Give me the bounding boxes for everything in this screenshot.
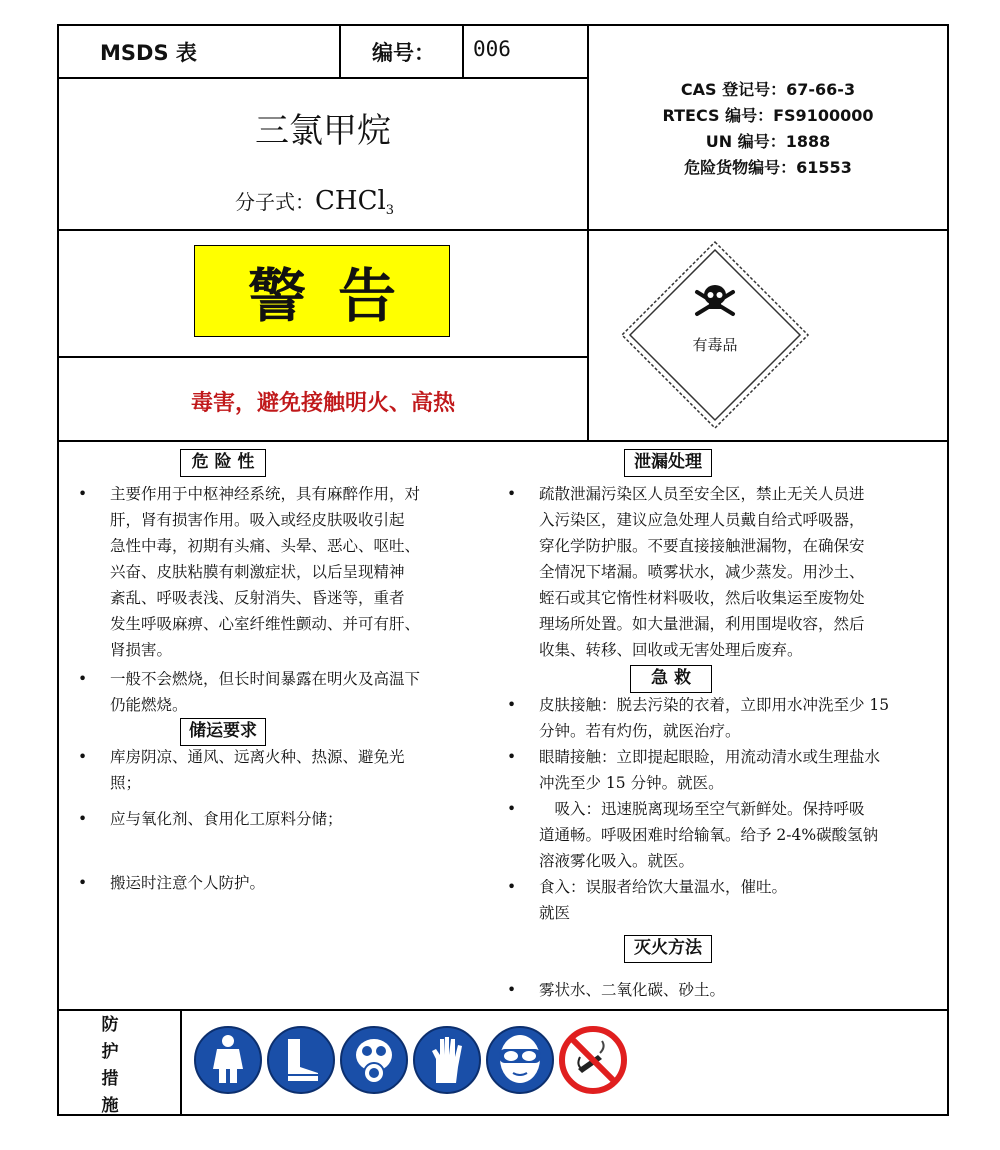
rtecs-number: RTECS 编号：FS9100000 xyxy=(662,106,874,125)
un-number: UN 编号：1888 xyxy=(705,132,831,151)
spill-list xyxy=(497,481,947,663)
number-label: 编号： xyxy=(372,41,435,65)
protective-gloves-icon xyxy=(412,1025,482,1095)
cas-number: CAS 登记号：67-66-3 xyxy=(680,80,856,99)
signal-word: 警告 xyxy=(247,262,428,330)
divider xyxy=(339,24,341,78)
list-item: • 搬运时注意个人防护。 xyxy=(78,874,266,892)
divider xyxy=(180,1009,182,1116)
list-item: • 疏散泄漏污染区人员至安全区，禁止无关人员进 入污染区，建议应急处理人员戴自给式呼吸器， 穿化学防护服。不要直接接触泄漏物，在确保安 全情况下堵漏。喷雾状水，减少蒸发。用沙土、 蛭石或其它惰性材料吸收，然后收集运至废物处 理场所处置。如大量泄漏，利用围堤收容，然后 收集、转移、回收或无害处理后废弃。 xyxy=(507,485,865,659)
list-item: • 一般不会燃烧，但长时间暴露在明火及高温下 仍能燃烧。 xyxy=(78,670,421,714)
signal-word-box xyxy=(194,245,450,337)
section-heading-spill: 泄漏处理 xyxy=(624,449,712,477)
safety-boots-icon xyxy=(266,1025,336,1095)
protective-suit-icon xyxy=(193,1025,263,1095)
divider xyxy=(57,1009,949,1011)
section-heading-firefighting: 灭火方法 xyxy=(624,935,712,963)
list-item: • 眼睛接触：立即提起眼睑，用流动清水或生理盐水 冲洗至少 15 分钟。就医。 xyxy=(507,748,881,792)
toxic-label: 有毒品 xyxy=(692,336,738,354)
form-label: MSDS 表 xyxy=(100,41,197,65)
divider xyxy=(462,24,464,78)
section-heading-first-aid: 急 救 xyxy=(630,665,712,693)
storage-list xyxy=(68,744,488,896)
firefighting-list xyxy=(497,977,947,1003)
toxic-hazard-diamond xyxy=(620,240,810,430)
skull-crossbones-icon xyxy=(697,285,733,314)
no-smoking-icon xyxy=(558,1025,628,1095)
list-item: • 食入：误服者给饮大量温水，催吐。 就医 xyxy=(507,878,788,922)
safety-goggles-icon xyxy=(485,1025,555,1095)
section-heading-hazards: 危 险 性 xyxy=(180,449,266,477)
formula-value: CHCl xyxy=(315,186,386,216)
formula-subscript: 3 xyxy=(385,203,395,218)
chemical-name: 三氯甲烷 xyxy=(255,111,391,151)
molecular-formula xyxy=(235,186,394,218)
respirator-mask-icon xyxy=(339,1025,409,1095)
formula-label: 分子式： xyxy=(235,190,315,214)
dangerous-goods-number: 危险货物编号：61553 xyxy=(684,158,852,177)
identifier-block xyxy=(589,77,947,181)
number-value: 006 xyxy=(473,37,511,61)
divider xyxy=(57,77,588,79)
list-item: • 皮肤接触：脱去污染的衣着，立即用水冲洗至少 15 分钟。若有灼伤，就医治疗。 xyxy=(507,696,890,740)
divider xyxy=(57,440,949,442)
divider xyxy=(57,229,949,231)
first-aid-list xyxy=(497,692,947,926)
list-item: • 库房阴凉、通风、远离火种、热源、避免光 照； xyxy=(78,748,405,792)
protection-label: 防 护 措 施 xyxy=(101,1015,119,1116)
section-heading-storage: 储运要求 xyxy=(180,718,266,746)
list-item: • 雾状水、二氧化碳、砂土。 xyxy=(507,981,726,999)
hazard-statement: 毒害，避免接触明火、高热 xyxy=(190,390,455,416)
hazards-list xyxy=(68,481,488,718)
divider xyxy=(57,356,588,358)
list-item: • 吸入：迅速脱离现场至空气新鲜处。保持呼吸 道通畅。呼吸困难时给输氧。给予 2-4%碳酸氢钠 溶液雾化吸入。就医。 xyxy=(507,800,879,870)
list-item: • 应与氧化剂、食用化工原料分储； xyxy=(78,810,343,828)
list-item: • 主要作用于中枢神经系统，具有麻醉作用，对 肝，肾有损害作用。吸入或经皮肤吸收引起 急性中毒，初期有头痛、头晕、恶心、呕吐、 兴奋、皮肤粘膜有刺激症状，以后呈现精神 紊乱、呼吸表浅、反射消失、昏迷等，重者 发生呼吸麻痹、心室纤维性颤动、并可有肝、 肾损害。 xyxy=(78,485,421,659)
